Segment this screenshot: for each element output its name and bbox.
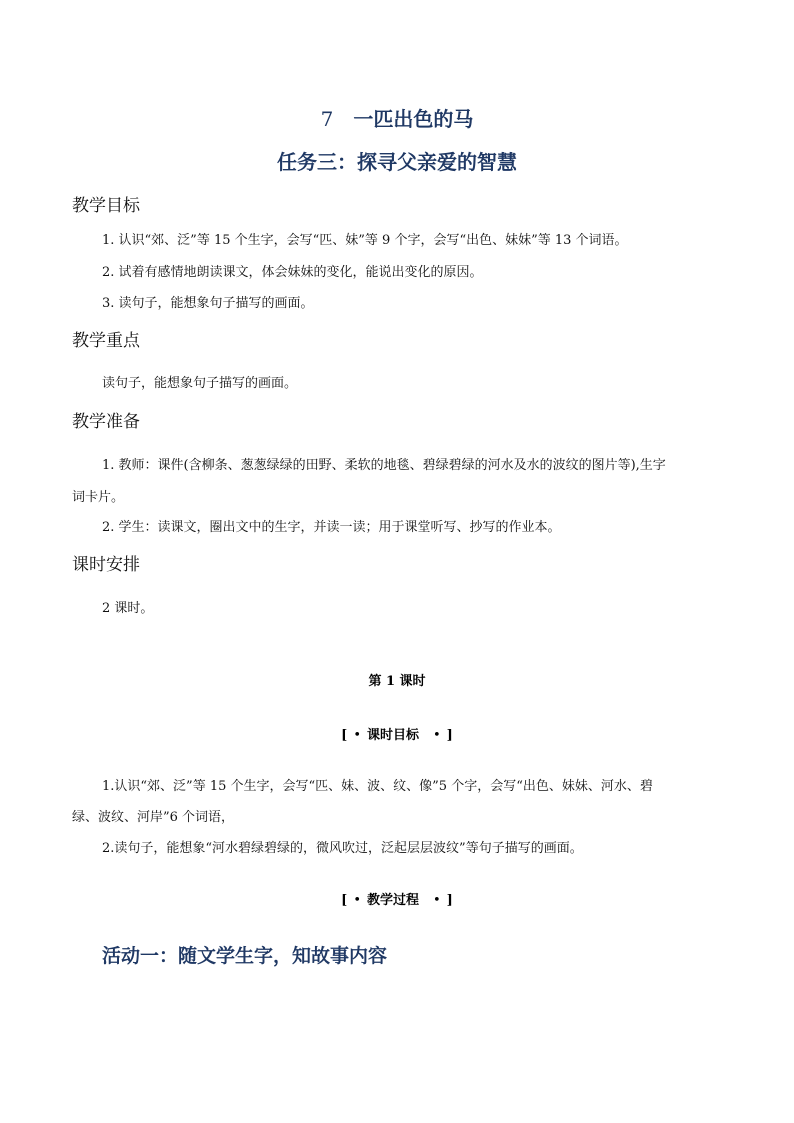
objectives-heading [0,724,794,743]
bullet-dot: • [353,893,361,908]
activity-1-title: 活动一：随文学生字，知故事内容 [102,945,388,967]
bullet-dot: • [433,893,441,908]
schedule-heading: 课时安排 [72,555,140,575]
preparation-item-1-line-2: 词卡片。 [72,490,125,505]
bullet-dot: • [433,728,441,743]
schedule-text: 2 课时。 [102,601,154,616]
objective-1-line-2: 绿、波纹、河岸”6 个词语， [72,810,235,825]
preparation-heading: 教学准备 [72,412,140,432]
bracket-right: ] [446,893,453,908]
bullet-dot: • [353,728,361,743]
lesson-1-title: 第 1 课时 [368,674,426,689]
objectives-label: 课时目标 [366,728,419,743]
bracket-left: [ [341,728,348,743]
lesson-title-line [0,103,794,132]
focus-text: 读句子，能想象句子描写的画面。 [102,376,298,391]
bracket-right: ] [446,728,453,743]
bracket-left: [ [341,893,348,908]
process-heading [0,889,794,908]
goal-item-1: 1. 认识“郊、泛”等 15 个生字，会写“匹、妹”等 9 个字，会写“出色、妹妹”等 13 个词语。 [102,233,628,248]
process-label: 教学过程 [366,893,419,908]
lesson-number: 7 [320,107,334,131]
task-subtitle: 任务三：探寻父亲爱的智慧 [277,150,517,174]
preparation-item-1-line-1: 1. 教师：课件(含柳条、葱葱绿绿的田野、柔软的地毯、碧绿碧绿的河水及水的波纹的图片等),生字 [102,458,666,473]
objective-2: 2.读句子，能想象“河水碧绿碧绿的，微风吹过，泛起层层波纹”等句子描写的画面。 [102,841,583,856]
goal-item-2: 2. 试着有感情地朗读课文，体会妹妹的变化，能说出变化的原因。 [102,265,483,280]
objective-1-line-1: 1.认识“郊、泛”等 15 个生字，会写“匹、妹、波、纹、像”5 个字，会写“出色、妹妹、河水、碧 [102,779,653,794]
focus-heading: 教学重点 [72,331,140,351]
preparation-item-2: 2. 学生：读课文，圈出文中的生字，并读一读；用于课堂听写、抄写的作业本。 [102,520,561,535]
goal-item-3: 3. 读句子，能想象句子描写的画面。 [102,296,314,311]
lesson-title: 一匹出色的马 [353,107,474,131]
goals-heading: 教学目标 [72,196,140,216]
